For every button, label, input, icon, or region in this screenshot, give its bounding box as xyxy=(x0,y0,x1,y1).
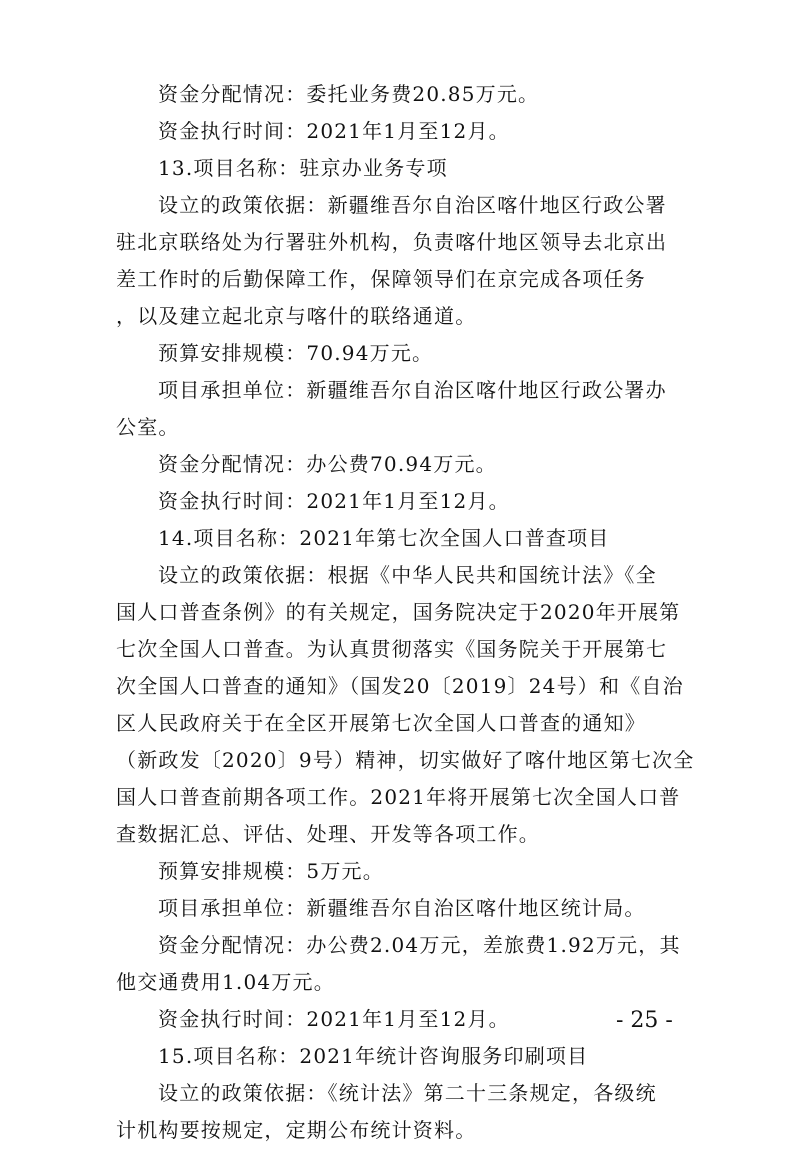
text-line: 资金分配情况：办公费70.94万元。 xyxy=(158,452,497,476)
text-line: 资金分配情况：办公费2.04万元，差旅费1.92万元，其 xyxy=(158,933,681,957)
section-heading: 13.项目名称：驻京办业务专项 xyxy=(158,156,448,180)
text-line: 七次全国人口普查。为认真贯彻落实《国务院关于开展第七 xyxy=(116,637,668,661)
section-heading: 15.项目名称：2021年统计咨询服务印刷项目 xyxy=(158,1044,589,1068)
text-line: 差工作时的后勤保障工作，保障领导们在京完成各项任务 xyxy=(116,267,646,291)
section-heading: 14.项目名称：2021年第七次全国人口普查项目 xyxy=(158,526,610,550)
text-line: 区人民政府关于在全区开展第七次全国人口普查的通知》 xyxy=(116,711,646,735)
text-line: 资金分配情况：委托业务费20.85万元。 xyxy=(158,82,540,106)
text-line: 预算安排规模：5万元。 xyxy=(158,859,384,883)
text-line: 设立的政策依据：新疆维吾尔自治区喀什地区行政公署 xyxy=(158,193,667,217)
text-line: 他交通费用1.04万元。 xyxy=(116,970,335,994)
text-line: 项目承担单位：新疆维吾尔自治区喀什地区行政公署办 xyxy=(158,378,667,402)
text-line: 国人口普查前期各项工作。2021年将开展第七次全国人口普 xyxy=(116,785,681,809)
page-number: - 25 - xyxy=(616,1008,673,1033)
text-line: 设立的政策依据：《统计法》第二十三条规定，各级统 xyxy=(158,1081,657,1105)
text-line: ，以及建立起北京与喀什的联络通道。 xyxy=(116,304,477,328)
text-line: 国人口普查条例》的有关规定，国务院决定于2020年开展第 xyxy=(116,600,681,624)
text-line: 公室。 xyxy=(116,415,180,439)
document-body xyxy=(116,76,695,1149)
text-line: 预算安排规模：70.94万元。 xyxy=(158,341,434,365)
text-line: 资金执行时间：2021年1月至12月。 xyxy=(158,489,510,513)
text-line: 计机构要按规定，定期公布统计资料。 xyxy=(116,1118,477,1142)
text-line: 资金执行时间：2021年1月至12月。 xyxy=(158,119,510,143)
text-line: 查数据汇总、评估、处理、开发等各项工作。 xyxy=(116,822,540,846)
text-line: 设立的政策依据：根据《中华人民共和国统计法》《全 xyxy=(158,563,657,587)
text-line: 资金执行时间：2021年1月至12月。 xyxy=(158,1007,510,1031)
text-line: 次全国人口普查的通知》（国发20〔2019〕24号）和《自治 xyxy=(116,674,684,698)
text-line: （新政发〔2020〕9号）精神，切实做好了喀什地区第七次全 xyxy=(116,748,695,772)
text-line: 驻北京联络处为行署驻外机构，负责喀什地区领导去北京出 xyxy=(116,230,668,254)
text-line: 项目承担单位：新疆维吾尔自治区喀什地区统计局。 xyxy=(158,896,646,920)
